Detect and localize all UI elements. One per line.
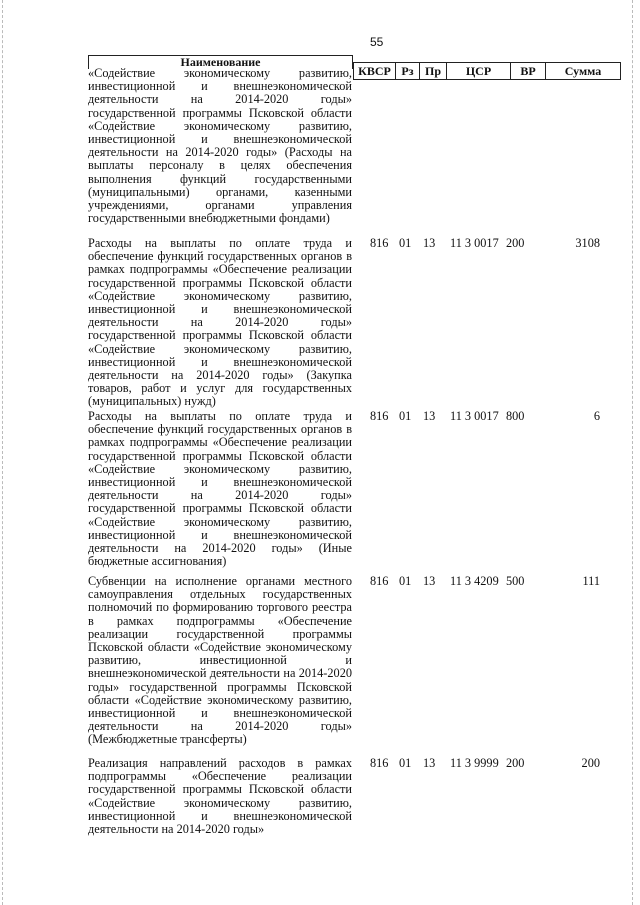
row-name-line: самоуправления отдельных государственных [88, 587, 352, 602]
row-name-line: «Содействие экономическому развитию, [88, 461, 352, 476]
row-name-line: «Содействие экономическому развитию, [88, 514, 352, 529]
row-name-line: деятельности на 2014-2020 годы» (Иные [88, 541, 352, 556]
row-vr: 800 [506, 409, 525, 423]
row-name-line: товаров, работ и услуг для государственных [88, 381, 352, 396]
row-name-line: государственной программы Псковской области [88, 328, 352, 343]
row-name-line: государственными внебюджетными фондами) [88, 211, 330, 226]
row-name-line: инвестиционной и внешнеэкономической [88, 527, 352, 542]
row-name-line: «Содействие экономическому развитию, [88, 66, 352, 80]
row-name-line: обеспечение функций государственных органов в [88, 422, 352, 437]
row-name-line: развитию, инвестиционной и [88, 653, 352, 668]
row-name-line: (Межбюджетные трансферты) [88, 732, 247, 747]
row-pr: 13 [423, 236, 436, 250]
row-name-line: деятельности на 2014-2020 годы» [88, 719, 352, 734]
row-name-line: (муниципальных) нужд) [88, 394, 216, 409]
row-name-line: инвестиционной и внешнеэкономической [88, 132, 352, 147]
row-name-line: бюджетные ассигнования) [88, 554, 227, 569]
row-name-line: «Содействие экономическому развитию, [88, 118, 352, 133]
row-name-line: рамках подпрограммы «Обеспечение реализации [88, 262, 352, 277]
row-name-line: государственной программы Псковской области [88, 782, 352, 797]
row-kvsr: 816 [370, 409, 389, 423]
scan-edge-left [2, 0, 4, 905]
row-csr: 11 3 9999 [450, 756, 499, 770]
row-name [88, 757, 352, 836]
row-name-line: инвестиционной и внешнеэкономической [88, 706, 352, 721]
row-name-line: деятельности на 2014-2020 годы» (Расходы на [88, 145, 352, 160]
row-vr: 500 [506, 574, 525, 588]
row-name [88, 410, 352, 568]
row-vr: 200 [506, 236, 525, 250]
header-name: Наименование [88, 55, 353, 69]
row-name-line: выполнения функций государственными [88, 171, 352, 186]
row-name-line: «Содействие экономическому развитию, [88, 795, 352, 810]
row-sum: 3108 [575, 236, 600, 250]
row-name-line: учреждениями, органами управления [88, 198, 352, 213]
row-name-line: годы» государственной программы Псковской [88, 679, 352, 694]
row-name-line: «Содействие экономическому развитию, [88, 341, 352, 356]
row-name-line: государственной программы Псковской области [88, 501, 352, 516]
row-name-line: реализации государственной программы [88, 626, 352, 641]
row-vr: 200 [506, 756, 525, 770]
scan-edge-right [632, 0, 634, 905]
header-rz: Рз [395, 62, 420, 80]
row-name-line: «Содействие экономическому развитию, [88, 288, 352, 303]
row-name-line: внешнеэкономической деятельности на 2014-2020 [88, 666, 352, 681]
row-kvsr: 816 [370, 574, 389, 588]
row-pr: 13 [423, 409, 436, 423]
row-name [88, 67, 352, 225]
row-sum: 200 [581, 756, 600, 770]
row-rz: 01 [399, 756, 412, 770]
row-name-line: деятельности на 2014-2020 годы» [88, 488, 352, 503]
row-pr: 13 [423, 756, 436, 770]
page-number: 55 [370, 35, 384, 49]
row-name-line: деятельности на 2014-2020 годы» [88, 92, 352, 107]
row-name-line: деятельности на 2014-2020 годы» (Закупка [88, 368, 352, 383]
row-rz: 01 [399, 409, 412, 423]
row-name-line: государственной программы Псковской области [88, 105, 352, 120]
row-name-line: деятельности на 2014-2020 годы» [88, 315, 352, 330]
row-kvsr: 816 [370, 236, 389, 250]
row-csr: 11 3 4209 [450, 574, 499, 588]
row-name-line: инвестиционной и внешнеэкономической [88, 79, 352, 94]
row-name-line: Реализация направлений расходов в рамках [88, 756, 352, 770]
row-name-line: полномочий по формированию торгового реестра [88, 600, 352, 615]
row-sum: 6 [593, 409, 600, 423]
row-csr: 11 3 0017 [450, 236, 499, 250]
row-name-line: инвестиционной и внешнеэкономической [88, 354, 352, 369]
row-name-line: в рамках подпрограммы «Обеспечение [88, 613, 352, 628]
row-name-line: инвестиционной и внешнеэкономической [88, 808, 352, 823]
row-name-line: Субвенции на исполнение органами местного [88, 574, 352, 588]
row-name [88, 237, 352, 409]
row-name-line: рамках подпрограммы «Обеспечение реализации [88, 435, 352, 450]
header-sum: Сумма [545, 62, 621, 80]
row-rz: 01 [399, 574, 412, 588]
row-rz: 01 [399, 236, 412, 250]
row-sum: 111 [582, 574, 600, 588]
row-kvsr: 816 [370, 756, 389, 770]
row-csr: 11 3 0017 [450, 409, 499, 423]
row-name-line: выплаты персоналу в целях обеспечения [88, 158, 352, 173]
header-csr: ЦСР [446, 62, 511, 80]
row-name-line: государственной программы Псковской области [88, 275, 352, 290]
row-name-line: Расходы на выплаты по оплате труда и [88, 409, 352, 423]
header-vr: ВР [510, 62, 546, 80]
row-name-line: Псковской области «Содействие экономическому [88, 640, 352, 655]
row-name-line: инвестиционной и внешнеэкономической [88, 475, 352, 490]
row-name-line: государственной программы Псковской области [88, 448, 352, 463]
row-name-line: обеспечение функций государственных органов в [88, 249, 352, 264]
row-name-line: инвестиционной и внешнеэкономической [88, 302, 352, 317]
row-name-line: Расходы на выплаты по оплате труда и [88, 236, 352, 250]
row-name-line: (муниципальными) органами, казенными [88, 184, 352, 199]
row-name [88, 575, 352, 747]
row-name-line: подпрограммы «Обеспечение реализации [88, 769, 352, 784]
header-kvsr: КВСР [353, 62, 396, 80]
header-pr: Пр [419, 62, 447, 80]
row-name-line: деятельности на 2014-2020 годы» [88, 822, 265, 837]
row-name-line: области «Содействие экономическому развитию, [88, 692, 352, 707]
row-pr: 13 [423, 574, 436, 588]
